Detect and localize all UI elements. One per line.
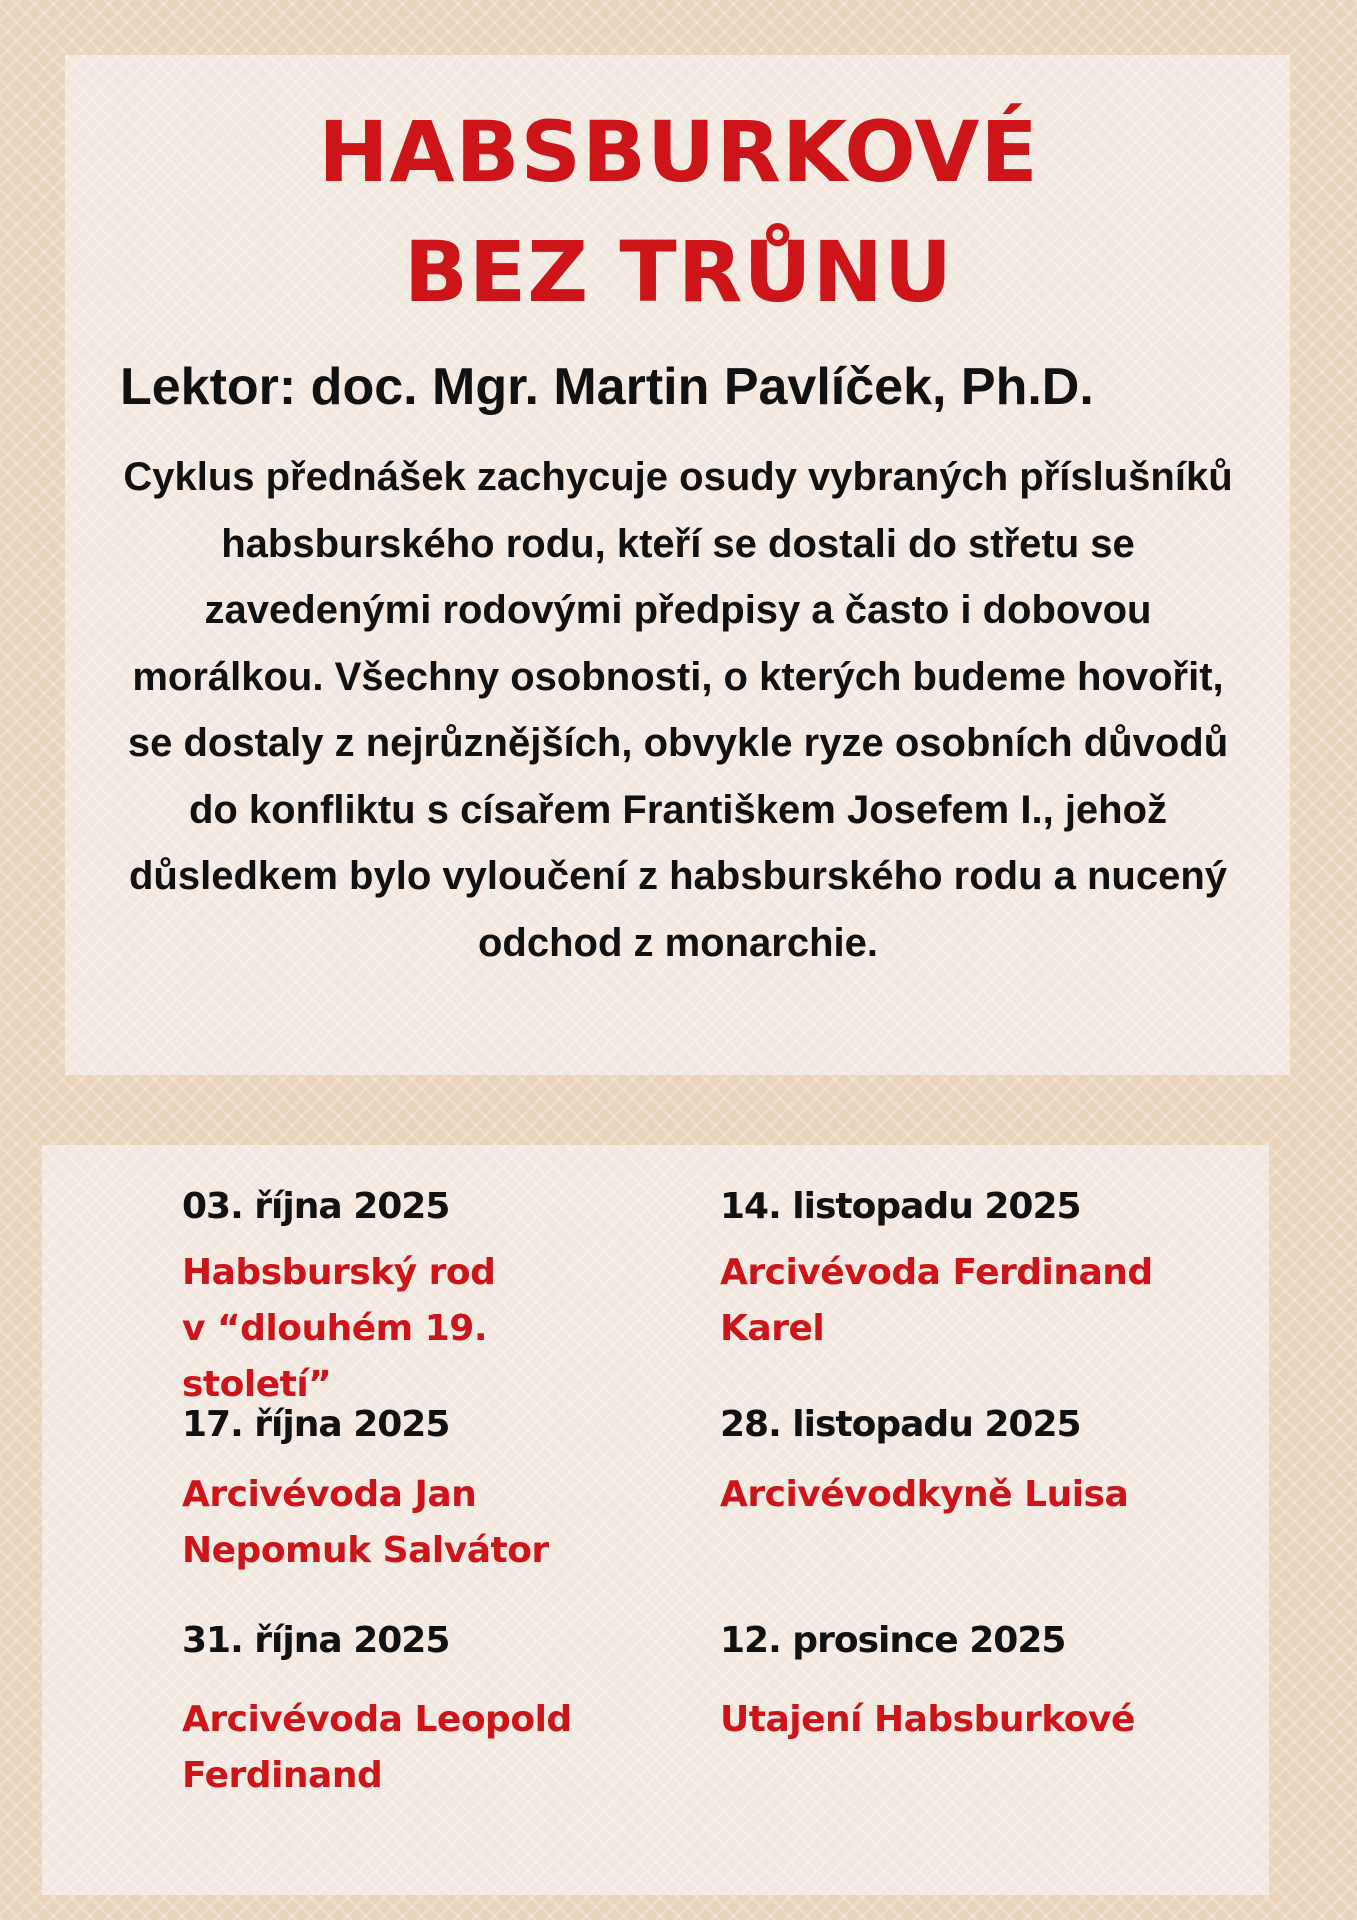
lecture-topic: Arcivévoda Ferdinand Karel [720, 1252, 1153, 1349]
title-line-1: HABSBURKOVÉ [318, 103, 1039, 201]
lecture-date: 14. listopadu 2025 [720, 1186, 1081, 1227]
lecture-date: 12. prosince 2025 [720, 1620, 1066, 1661]
lecturer-name: Lektor: doc. Mgr. Martin Pavlíček, Ph.D. [120, 358, 1094, 416]
lecture-date: 03. října 2025 [182, 1186, 450, 1227]
lecture-date: 28. listopadu 2025 [720, 1404, 1081, 1445]
lecture-date: 31. října 2025 [182, 1620, 450, 1661]
lecture-topic: Habsburský rod v “dlouhém 19. století” [182, 1252, 496, 1405]
title-line-2: BEZ TRŮNU [403, 223, 954, 321]
lecture-topic: Arcivévoda Leopold Ferdinand [182, 1699, 572, 1796]
lecture-topic: Utajení Habsburkové [720, 1699, 1135, 1740]
lecture-date: 17. října 2025 [182, 1404, 450, 1445]
lecture-topic: Arcivévodkyně Luisa [720, 1474, 1129, 1515]
lecture-topic: Arcivévoda Jan Nepomuk Salvátor [182, 1474, 549, 1571]
course-description: Cyklus přednášek zachycuje osudy vybraných příslušníků habsburského rodu, kteří se dostali do střetu se zavedenými rodovými předpisy a často i dobovou morálkou. Všechny osobnosti, o kterých budeme hovořit, se dostaly z nejrůznějších, obvykle ryze osobních důvodů do konfliktu s císařem Františkem Josefem I., jehož důsledkem bylo vyloučení z habsburského rodu a nucený odchod z monarchie. [123, 455, 1233, 965]
